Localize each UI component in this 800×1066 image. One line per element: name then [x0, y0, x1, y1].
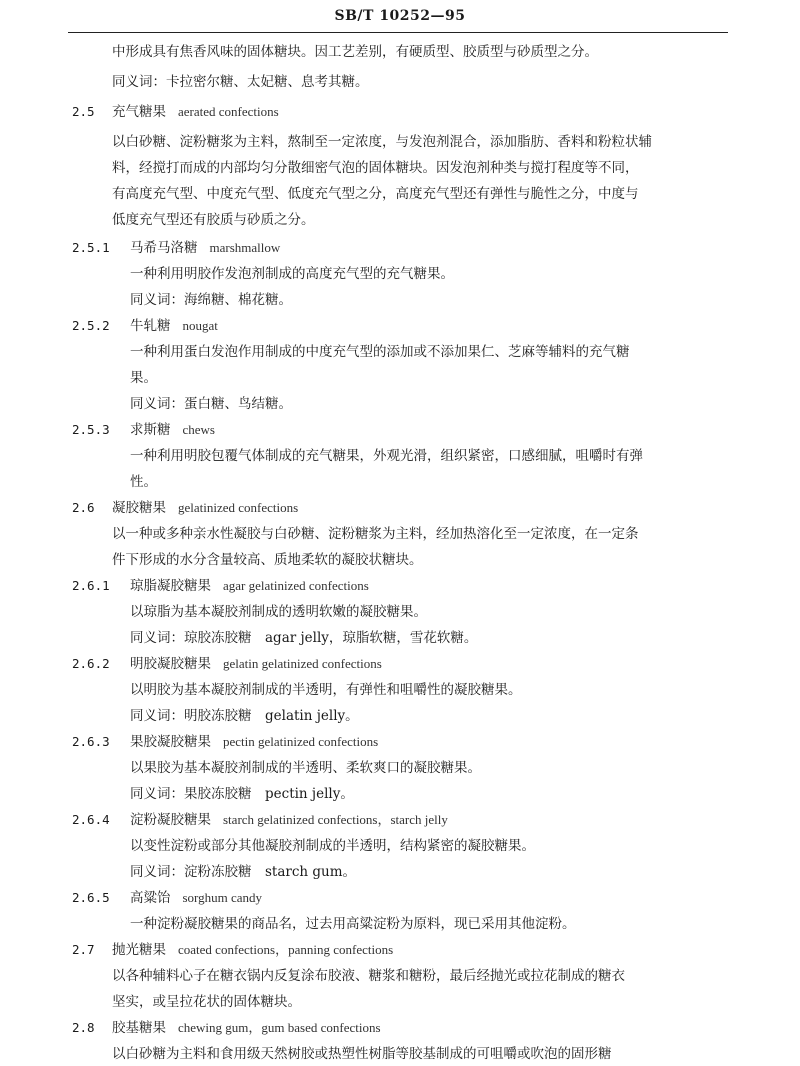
body-text: 同义词：卡拉密尔糖、太妃糖、息考其糖。 [112, 74, 369, 90]
body-text: 一种利用明胶包覆气体制成的充气糖果，外观光滑，组织紧密，口感细腻，咀嚼时有弹 [130, 448, 643, 464]
term-english: chewing gum，gum based confections [178, 1020, 381, 1035]
clause-number: 2.6.3 [72, 734, 110, 749]
term-chinese: 马希马洛糖 [130, 240, 198, 256]
body-text: 同义词：蛋白糖、鸟结糖。 [130, 396, 292, 412]
term-chinese: 求斯糖 [130, 422, 171, 438]
clause-number: 2.5.3 [72, 422, 110, 437]
body-text: 同义词：明胶冻胶糖 gelatin jelly。 [130, 708, 359, 724]
body-text: 以明胶为基本凝胶剂制成的半透明，有弹性和咀嚼性的凝胶糖果。 [130, 682, 522, 698]
term-english: coated confections，panning confections [178, 942, 394, 957]
body-text: 一种利用明胶作发泡剂制成的高度充气型的充气糖果。 [130, 266, 454, 282]
clause-number: 2.5 [72, 104, 95, 119]
term-chinese: 胶基糖果 [112, 1020, 166, 1036]
body-text: 料，经搅打而成的内部均匀分散细密气泡的固体糖块。因发泡剂种类与搅打程度等不同， [112, 160, 639, 176]
term-chinese: 牛轧糖 [130, 318, 171, 334]
clause-number: 2.5.1 [72, 240, 110, 255]
term-english: gelatin gelatinized confections [223, 656, 382, 671]
clause-number: 2.8 [72, 1020, 95, 1035]
clause-number: 2.6 [72, 500, 95, 515]
header-rule [68, 32, 728, 33]
body-text: 坚实，或呈拉花状的固体糖块。 [112, 994, 301, 1010]
body-text: 有高度充气型、中度充气型、低度充气型之分，高度充气型还有弹性与脆性之分，中度与 [112, 186, 639, 202]
body-text: 一种淀粉凝胶糖果的商品名，过去用高粱淀粉为原料，现已采用其他淀粉。 [130, 916, 576, 932]
term-chinese: 果胶凝胶糖果 [130, 734, 211, 750]
term-english: pectin gelatinized confections [223, 734, 379, 749]
term-english: nougat [182, 318, 218, 333]
term-english: agar gelatinized confections [223, 578, 369, 593]
body-text: 以一种或多种亲水性凝胶与白砂糖、淀粉糖浆为主料，经加热溶化至一定浓度，在一定条 [112, 526, 639, 542]
body-text: 以白砂糖、淀粉糖浆为主料，熬制至一定浓度，与发泡剂混合，添加脂肪、香料和粉粒状辅 [112, 134, 652, 150]
body-text: 以果胶为基本凝胶剂制成的半透明、柔软爽口的凝胶糖果。 [130, 760, 481, 776]
term-english: sorghum candy [182, 890, 263, 905]
body-text: 以白砂糖为主料和食用级天然树胶或热塑性树脂等胶基制成的可咀嚼或吹泡的固形糖 [112, 1046, 612, 1062]
body-text: 以变性淀粉或部分其他凝胶剂制成的半透明，结构紧密的凝胶糖果。 [130, 838, 535, 854]
term-chinese: 抛光糖果 [112, 942, 166, 958]
term-english: chews [182, 422, 215, 437]
body-text: 性。 [130, 474, 157, 490]
term-chinese: 充气糖果 [112, 104, 166, 120]
term-chinese: 高粱饴 [130, 890, 171, 906]
term-english: gelatinized confections [178, 500, 299, 515]
term-chinese: 凝胶糖果 [112, 500, 166, 516]
term-chinese: 淀粉凝胶糖果 [130, 812, 211, 828]
body-text: 同义词：琼胶冻胶糖 agar jelly，琼脂软糖，雪花软糖。 [130, 630, 478, 646]
clause-number: 2.7 [72, 942, 95, 957]
clause-number: 2.6.4 [72, 812, 110, 827]
term-english: aerated confections [178, 104, 279, 119]
clause-number: 2.5.2 [72, 318, 110, 333]
body-text: 以各种辅料心子在糖衣锅内反复涂布胶液、糖浆和糖粉，最后经抛光或拉花制成的糖衣 [112, 968, 625, 984]
body-text: 以琼脂为基本凝胶剂制成的透明软嫩的凝胶糖果。 [130, 604, 427, 620]
body-text: 中形成具有焦香风味的固体糖块。因工艺差别，有硬质型、胶质型与砂质型之分。 [112, 44, 598, 60]
clause-number: 2.6.2 [72, 656, 110, 671]
term-chinese: 琼脂凝胶糖果 [130, 578, 211, 594]
body-text: 果。 [130, 370, 157, 386]
body-text: 一种利用蛋白发泡作用制成的中度充气型的添加或不添加果仁、芝麻等辅料的充气糖 [130, 344, 630, 360]
term-english: starch gelatinized confections，starch jelly [223, 812, 448, 827]
body-text: 件下形成的水分含量较高、质地柔软的凝胶状糖块。 [112, 552, 423, 568]
body-text: 同义词：海绵糖、棉花糖。 [130, 292, 292, 308]
term-chinese: 明胶凝胶糖果 [130, 656, 211, 672]
term-english: marshmallow [209, 240, 281, 255]
standard-code-header: SB/T 10252—95 [334, 8, 466, 24]
clause-number: 2.6.5 [72, 890, 110, 905]
body-text: 同义词：淀粉冻胶糖 starch gum。 [130, 864, 357, 880]
body-text: 同义词：果胶冻胶糖 pectin jelly。 [130, 786, 354, 802]
body-text: 低度充气型还有胶质与砂质之分。 [112, 212, 315, 228]
clause-number: 2.6.1 [72, 578, 110, 593]
